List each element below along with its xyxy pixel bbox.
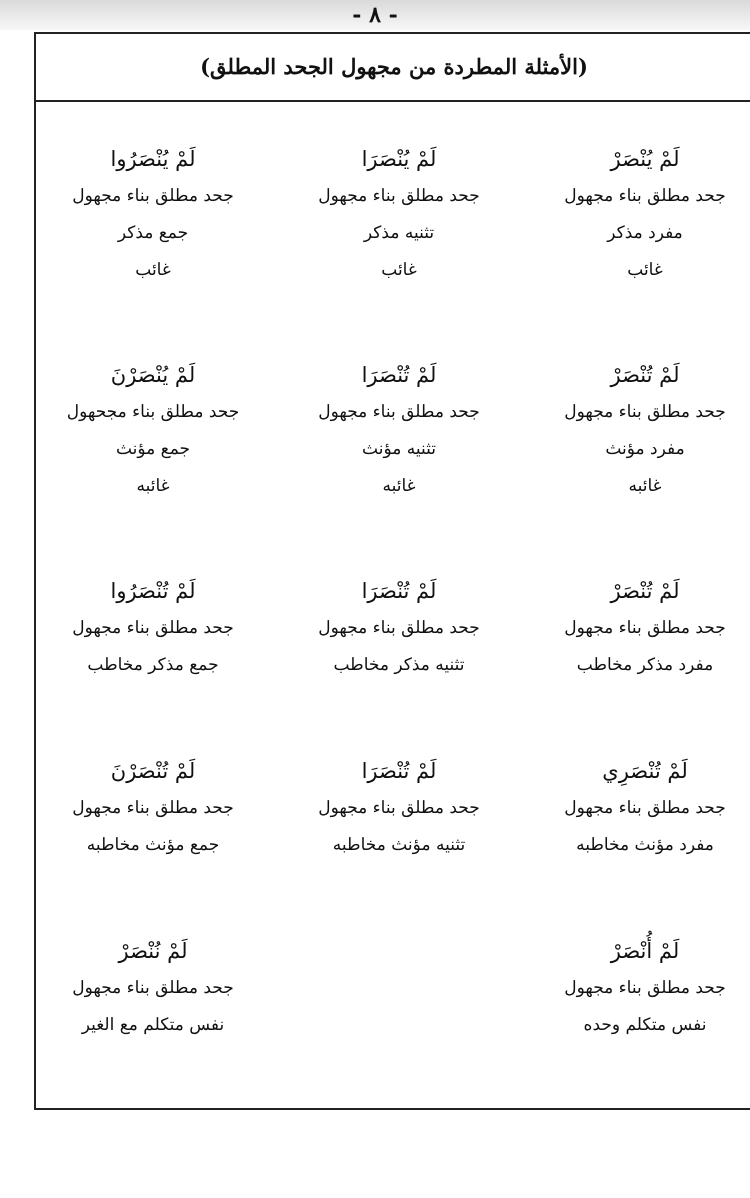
form-description: مفرد مذكر مخاطب: [576, 655, 714, 675]
verb-form: لَمْ نُنْصَرْ: [118, 939, 188, 963]
conjugation-entry: [48, 752, 258, 864]
form-description: جمع مذكر: [117, 223, 189, 243]
conjugation-row: [36, 140, 750, 320]
conjugation-entry: [294, 140, 504, 289]
conjugation-entry: [48, 572, 258, 684]
form-type-label: جحد مطلق بناء مجهول: [72, 618, 234, 638]
conjugation-entry: [294, 572, 504, 684]
form-description: تثنيه مؤنث مخاطبه: [332, 835, 466, 855]
verb-form: لَمْ يُنْصَرْنَ: [110, 363, 196, 387]
form-description: غائب: [381, 260, 417, 280]
form-description: مفرد مؤنث مخاطبه: [576, 835, 714, 855]
form-description: مفرد مؤنث: [605, 439, 685, 459]
form-type-label: جحد مطلق بناء مجهول: [318, 618, 480, 638]
conjugation-row: [36, 356, 750, 536]
form-type-label: جحد مطلق بناء مجهول: [564, 402, 726, 422]
verb-form: لَمْ تُنْصَرَا: [361, 363, 437, 387]
conjugation-row: [36, 752, 750, 932]
verb-form: لَمْ تُنْصَرْنَ: [110, 759, 196, 783]
conjugation-entry: [540, 356, 750, 505]
verb-form: لَمْ تُنْصَرَا: [361, 579, 437, 603]
form-type-label: جحد مطلق بناء مجهول: [564, 978, 726, 998]
form-description: غائب: [135, 260, 171, 280]
form-description: غائبه: [628, 476, 662, 496]
form-description: نفس متكلم وحده: [583, 1015, 707, 1035]
form-type-label: جحد مطلق بناء مجهول: [318, 402, 480, 422]
form-type-label: جحد مطلق بناء مجهول: [318, 186, 480, 206]
verb-form: لَمْ تُنْصَرِي: [602, 759, 688, 783]
conjugation-entry: [540, 932, 750, 1044]
form-type-label: جحد مطلق بناء مجهول: [72, 186, 234, 206]
verb-form: لَمْ تُنْصَرْ: [610, 363, 680, 387]
verb-form: لَمْ تُنْصَرُوا: [110, 579, 196, 603]
verb-form: لَمْ تُنْصَرْ: [610, 579, 680, 603]
conjugation-entry: [540, 572, 750, 684]
form-type-label: جحد مطلق بناء مجهول: [564, 798, 726, 818]
page-number: - ٨ -: [352, 2, 398, 28]
page-title: (الأمثلة المطردة من مجهول الجحد المطلق): [200, 54, 588, 79]
form-description: تثنيه مؤنث: [362, 439, 436, 459]
title-band: [36, 34, 750, 102]
form-description: غائبه: [382, 476, 416, 496]
form-type-label: جحد مطلق بناء مجهول: [72, 798, 234, 818]
form-description: نفس متكلم مع الغير: [81, 1015, 225, 1035]
form-type-label: جحد مطلق بناء مجحهول: [66, 402, 240, 422]
form-description: تثنيه مذكر مخاطب: [333, 655, 465, 675]
form-description: تثنيه مذكر: [363, 223, 435, 243]
conjugation-entry: [294, 356, 504, 505]
conjugation-row: [36, 572, 750, 752]
verb-form: لَمْ يُنْصَرُوا: [110, 147, 196, 171]
conjugation-entry: [540, 752, 750, 864]
form-type-label: جحد مطلق بناء مجهول: [564, 186, 726, 206]
conjugation-entry: [48, 932, 258, 1044]
verb-form: لَمْ يُنْصَرَا: [361, 147, 437, 171]
form-description: جمع مؤنث مخاطبه: [86, 835, 220, 855]
form-description: غائبه: [136, 476, 170, 496]
verb-form: لَمْ يُنْصَرْ: [610, 147, 680, 171]
conjugation-entry: [540, 140, 750, 289]
form-type-label: جحد مطلق بناء مجهول: [72, 978, 234, 998]
conjugation-row: [36, 932, 750, 1112]
form-description: غائب: [627, 260, 663, 280]
verb-form: لَمْ أُنْصَرْ: [610, 939, 680, 963]
conjugation-entry: [48, 140, 258, 289]
form-type-label: جحد مطلق بناء مجهول: [318, 798, 480, 818]
form-type-label: جحد مطلق بناء مجهول: [564, 618, 726, 638]
form-description: جمع مذكر مخاطب: [87, 655, 219, 675]
conjugation-entry: [48, 356, 258, 505]
form-description: مفرد مذكر: [607, 223, 683, 243]
verb-form: لَمْ تُنْصَرَا: [361, 759, 437, 783]
form-description: جمع مؤنث: [115, 439, 191, 459]
conjugation-entry: [294, 752, 504, 864]
